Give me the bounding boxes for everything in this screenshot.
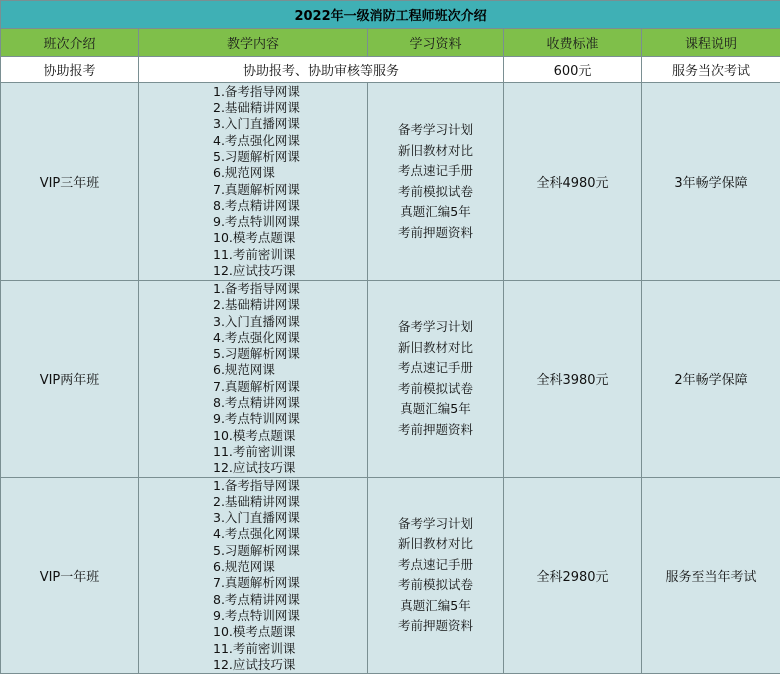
course-item: 10.模考点题课 — [213, 427, 296, 443]
course-item: 8.考点精讲网课 — [213, 395, 300, 411]
material-item: 考前模拟试卷 — [397, 380, 473, 396]
course-item: 11.考前密训课 — [213, 246, 296, 262]
course-list — [213, 84, 367, 280]
header-materials: 学习资料 — [368, 29, 504, 57]
header-class: 班次介绍 — [1, 29, 139, 57]
material-item: 考点速记手册 — [397, 556, 473, 572]
table-row-vip — [1, 83, 780, 281]
class-note: 服务当次考试 — [642, 57, 780, 83]
course-item: 7.真题解析网课 — [213, 575, 300, 591]
course-item: 9.考点特训网课 — [213, 411, 300, 427]
course-item: 4.考点强化网课 — [213, 329, 300, 345]
material-item: 考前模拟试卷 — [397, 577, 473, 593]
materials-list — [368, 317, 503, 440]
course-item: 5.习题解析网课 — [213, 346, 300, 362]
header-content: 教学内容 — [139, 29, 368, 57]
materials-cell — [368, 281, 504, 478]
material-item: 考前押题资料 — [397, 421, 473, 437]
course-item: 6.规范网课 — [213, 165, 275, 181]
course-item: 5.习题解析网课 — [213, 148, 300, 164]
class-price: 全科3980元 — [504, 281, 642, 478]
course-item: 6.规范网课 — [213, 559, 275, 575]
class-content: 协助报考、协助审核等服务 — [139, 57, 504, 83]
course-item: 5.习题解析网课 — [213, 542, 300, 558]
material-item: 考前押题资料 — [397, 224, 473, 240]
materials-list — [368, 514, 503, 637]
course-item: 11.考前密训课 — [213, 640, 296, 656]
header-price: 收费标准 — [504, 29, 642, 57]
course-item: 4.考点强化网课 — [213, 132, 300, 148]
course-item: 2.基础精讲网课 — [213, 297, 300, 313]
course-item: 8.考点精讲网课 — [213, 197, 300, 213]
class-note: 3年畅学保障 — [642, 83, 780, 281]
course-item: 11.考前密训课 — [213, 443, 296, 459]
course-item: 7.真题解析网课 — [213, 378, 300, 394]
table-row-vip — [1, 281, 780, 478]
course-item: 12.应试技巧课 — [213, 262, 296, 278]
materials-cell — [368, 83, 504, 281]
header-note: 课程说明 — [642, 29, 780, 57]
course-cell — [139, 83, 368, 281]
course-item: 9.考点特训网课 — [213, 607, 300, 623]
materials-list — [368, 120, 503, 243]
material-item: 备考学习计划 — [397, 319, 473, 335]
class-name: VIP一年班 — [1, 477, 139, 674]
material-item: 新旧教材对比 — [397, 536, 473, 552]
course-list — [213, 478, 367, 674]
class-name: 协助报考 — [1, 57, 139, 83]
class-price: 全科2980元 — [504, 477, 642, 674]
course-cell — [139, 281, 368, 478]
class-price: 600元 — [504, 57, 642, 83]
course-item: 10.模考点题课 — [213, 230, 296, 246]
class-note: 2年畅学保障 — [642, 281, 780, 478]
class-price: 全科4980元 — [504, 83, 642, 281]
material-item: 新旧教材对比 — [397, 142, 473, 158]
material-item: 备考学习计划 — [397, 122, 473, 137]
material-item: 考点速记手册 — [397, 163, 473, 178]
course-item: 7.真题解析网课 — [213, 181, 300, 197]
material-item: 真题汇编5年 — [400, 401, 471, 417]
course-item: 10.模考点题课 — [213, 624, 296, 640]
course-cell — [139, 477, 368, 674]
material-item: 考点速记手册 — [397, 360, 473, 376]
course-item: 3.入门直播网课 — [213, 116, 300, 132]
course-item: 3.入门直播网课 — [213, 313, 300, 329]
course-item: 3.入门直播网课 — [213, 510, 300, 526]
class-name: VIP三年班 — [1, 83, 139, 281]
material-item: 真题汇编5年 — [400, 597, 471, 613]
material-item: 新旧教材对比 — [397, 339, 473, 355]
course-item: 1.备考指导网课 — [213, 83, 300, 99]
course-item: 2.基础精讲网课 — [213, 100, 300, 116]
course-item: 8.考点精讲网课 — [213, 591, 300, 607]
course-item: 1.备考指导网课 — [213, 281, 300, 296]
material-item: 考前模拟试卷 — [397, 183, 473, 199]
course-item: 4.考点强化网课 — [213, 526, 300, 542]
table-row-assist — [1, 57, 780, 83]
material-item: 备考学习计划 — [397, 515, 473, 531]
course-item: 2.基础精讲网课 — [213, 493, 300, 509]
material-item: 真题汇编5年 — [400, 204, 471, 219]
materials-cell — [368, 477, 504, 674]
class-name: VIP两年班 — [1, 281, 139, 478]
course-list — [213, 281, 367, 477]
material-item: 考前押题资料 — [397, 618, 473, 634]
table-title: 2022年一级消防工程师班次介绍 — [1, 1, 780, 29]
course-item: 9.考点特训网课 — [213, 214, 300, 230]
course-item: 12.应试技巧课 — [213, 460, 296, 476]
course-item: 6.规范网课 — [213, 362, 275, 378]
course-item: 12.应试技巧课 — [213, 656, 296, 672]
class-note: 服务至当年考试 — [642, 477, 780, 674]
table-row-vip — [1, 477, 780, 674]
course-item: 1.备考指导网课 — [213, 477, 300, 493]
